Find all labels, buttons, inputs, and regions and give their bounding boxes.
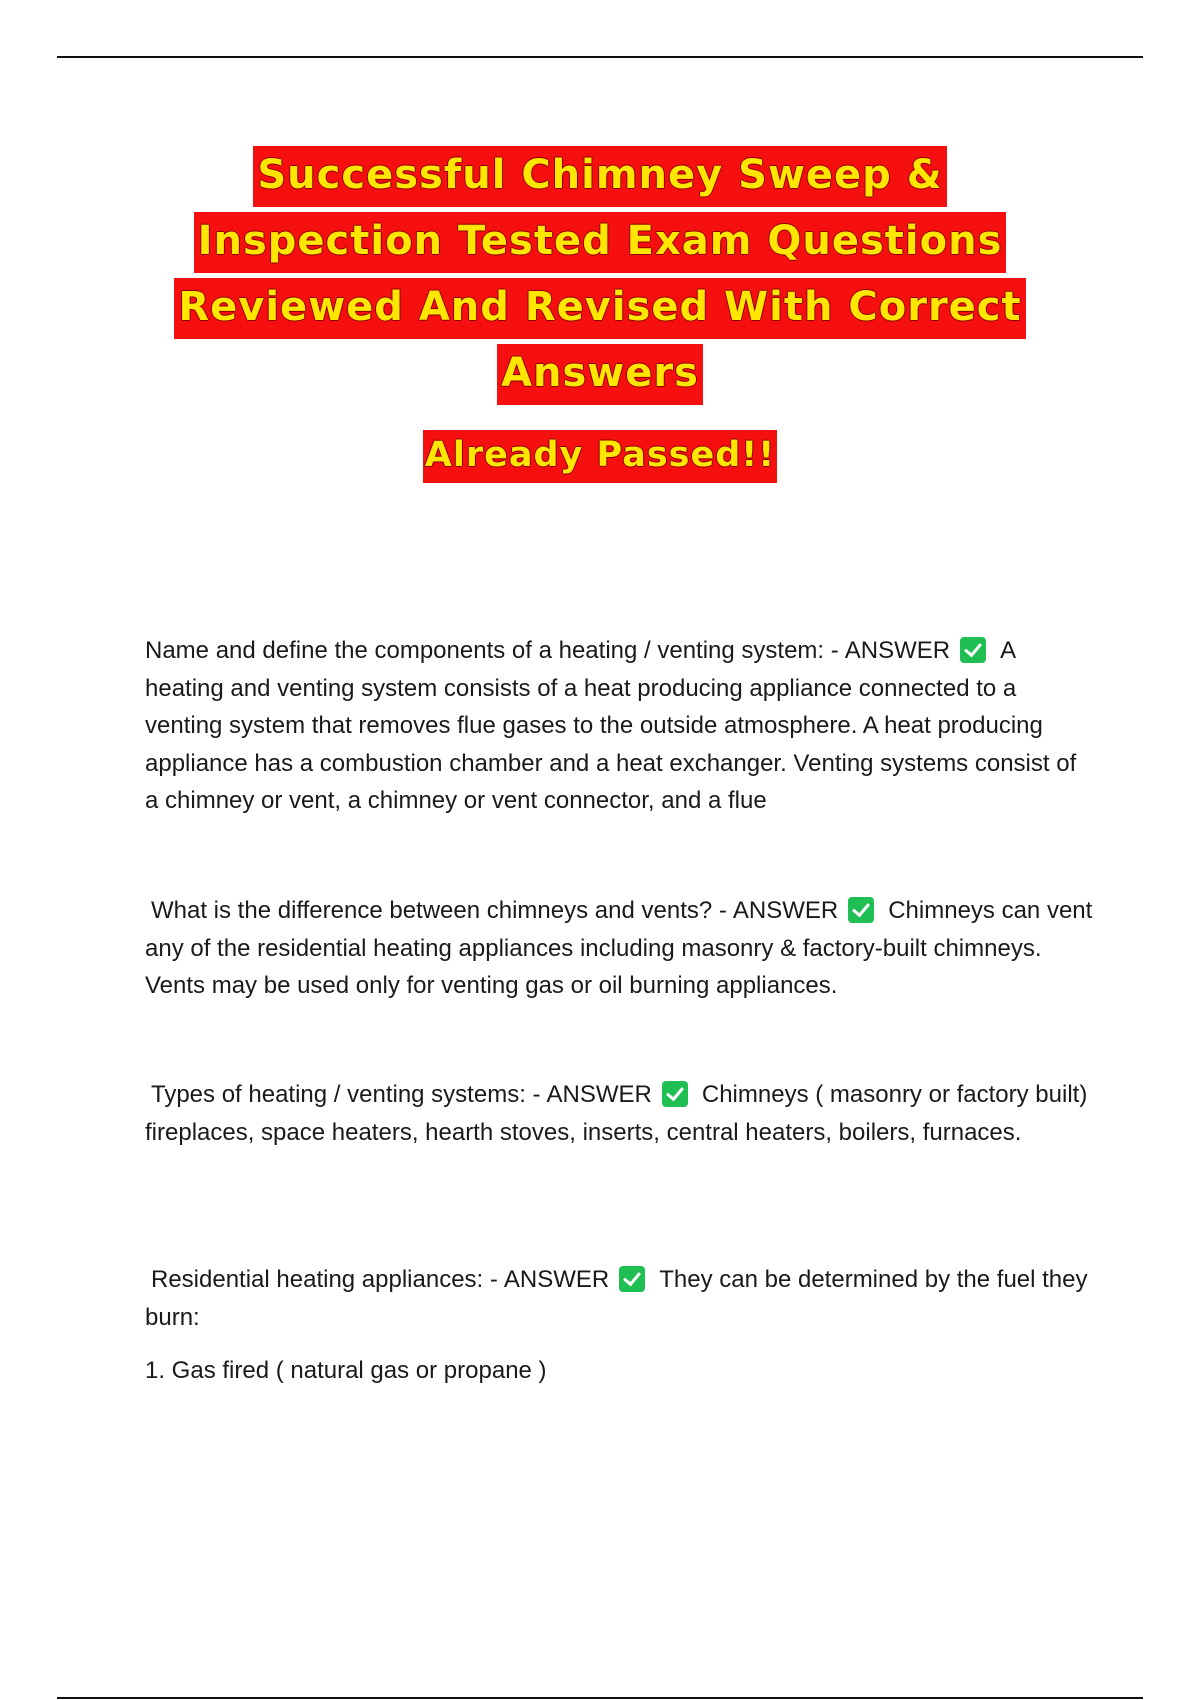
answer-label: ANSWER bbox=[844, 637, 951, 664]
qa-item-4 bbox=[145, 1261, 1095, 1336]
question-text: Types of heating / venting systems: - bbox=[151, 1081, 541, 1108]
answer-label: ANSWER bbox=[503, 1266, 610, 1293]
top-rule bbox=[57, 56, 1143, 58]
qa-item-3 bbox=[145, 1076, 1095, 1151]
answer-label: ANSWER bbox=[732, 897, 839, 924]
answer-text: Chimneys can vent any of the residential heating appliances including masonry & factory-built chimneys. Vents may be used only for venting gas or oil burning appliances. bbox=[145, 897, 1093, 999]
bottom-rule bbox=[57, 1697, 1143, 1699]
question-text: What is the difference between chimneys and vents? - bbox=[151, 897, 727, 924]
check-mark-icon bbox=[960, 637, 986, 663]
title-line-4: Answers bbox=[497, 344, 703, 405]
subtitle: Already Passed!! bbox=[423, 430, 777, 483]
qa-item-2 bbox=[145, 892, 1095, 1005]
list-item bbox=[145, 1352, 1095, 1390]
answer-text: Chimneys ( masonry or factory built) fireplaces, space heaters, hearth stoves, inserts, central heaters, boilers, furnaces. bbox=[145, 1081, 1088, 1146]
answer-text: They can be determined by the fuel they burn: bbox=[145, 1266, 1088, 1331]
title-line-3: Reviewed And Revised With Correct bbox=[174, 278, 1025, 339]
title-line-1: Successful Chimney Sweep & bbox=[253, 146, 946, 207]
document-title bbox=[0, 146, 1200, 488]
title-line-2: Inspection Tested Exam Questions bbox=[194, 212, 1007, 273]
qa-item-1 bbox=[145, 632, 1095, 820]
check-mark-icon bbox=[662, 1081, 688, 1107]
answer-label: ANSWER bbox=[546, 1081, 652, 1108]
answer-text: A heating and venting system consists of a heat producing appliance connected to a venting system that removes flue gases to the outside atmosphere. A heat producing appliance has a combustion chamber and a heat exchanger. Venting systems consist of a chimney or vent, a chimney or vent connector, and a flue bbox=[145, 637, 1077, 814]
check-mark-icon bbox=[848, 897, 874, 923]
question-text: Residential heating appliances: - bbox=[151, 1266, 498, 1293]
question-text: Name and define the components of a heating / venting system: - bbox=[145, 637, 839, 664]
list-item-text: 1. Gas fired ( natural gas or propane ) bbox=[145, 1357, 547, 1384]
check-mark-icon bbox=[619, 1266, 645, 1292]
